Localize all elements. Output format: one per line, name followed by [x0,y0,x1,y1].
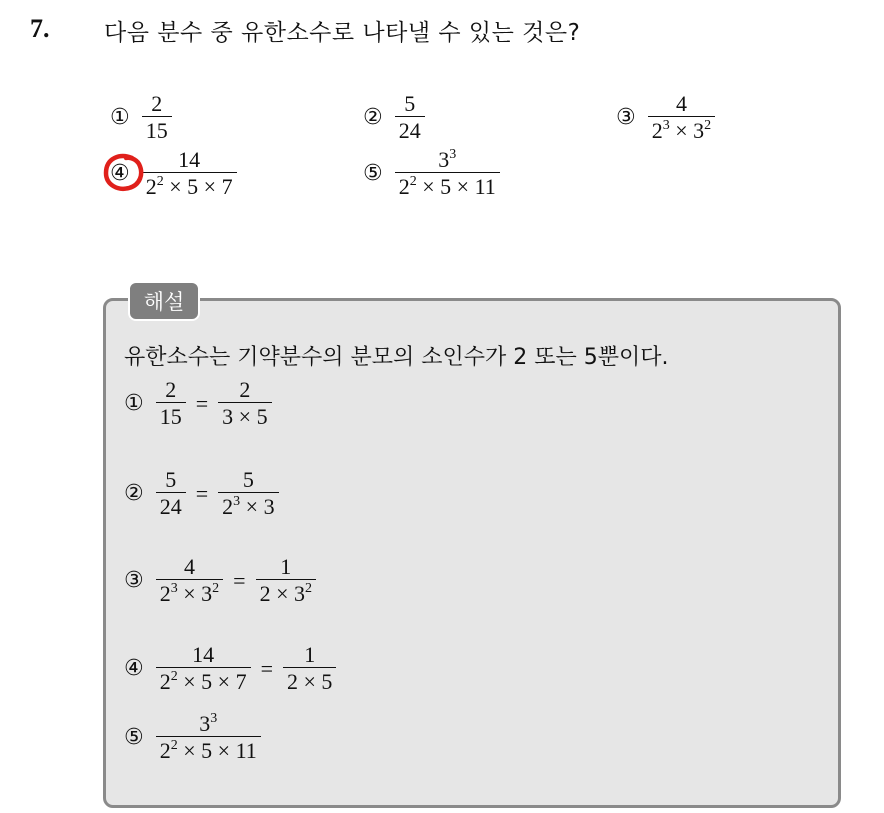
reduced-fraction [256,555,316,606]
numerator: 5 [242,467,254,492]
solution-line-3 [124,555,316,606]
numerator: 14 [192,642,215,667]
fraction [142,92,172,143]
choice-1[interactable] [110,92,172,143]
choice-label: ② [363,105,383,131]
fraction [395,92,425,143]
fraction [156,468,186,519]
equals-sign: = [195,390,209,416]
solution-label: ② [124,481,144,507]
denominator: $2^3 \times 3$ [218,492,278,519]
numerator: 5 [404,91,416,116]
numerator: 2 [239,377,251,402]
choice-3[interactable] [616,92,715,143]
denominator: $2 \times 3^2$ [256,579,316,606]
denominator: 15 [156,402,186,429]
reduced-fraction [218,378,271,429]
solution-intro: 유한소수는 기약분수의 분모의 소인수가 2 또는 5뿐이다. [124,345,669,370]
numerator: 5 [165,467,177,492]
solution-label: ④ [124,656,144,682]
numerator: 4 [183,554,195,579]
denominator: $2^2 \times 5 \times 11$ [156,736,261,763]
solution-line-5 [124,712,261,763]
numerator: 14 [178,147,201,172]
denominator: $2^3 \times 3^2$ [156,579,223,606]
equals-sign: = [260,655,273,681]
solution-line-2 [124,468,279,519]
fraction [156,712,261,763]
fraction [156,643,251,694]
denominator: 2 × 5 [283,667,336,694]
denominator: $2^2 \times 5 \times 7$ [156,667,251,694]
question-number: 7. [30,14,50,43]
solution-label: ③ [124,568,144,594]
denominator: 3 × 5 [218,402,271,429]
solution-tag: 해설 [128,281,200,321]
solution-label: ① [124,391,144,417]
denominator: 15 [142,116,172,143]
solution-line-1 [124,378,272,429]
numerator: $3^3$ [438,147,457,172]
denominator: 24 [395,116,425,143]
denominator: $2^2 \times 5 \times 11$ [395,172,500,199]
solution-label: ⑤ [124,725,144,751]
numerator: 1 [280,554,292,579]
reduced-fraction [218,468,278,519]
denominator: $2^2 \times 5 \times 7$ [142,172,237,199]
denominator: 24 [156,492,186,519]
choice-label: ④ [110,161,130,186]
equals-sign: = [195,480,209,506]
equals-sign: = [233,567,246,593]
solution-line-4 [124,643,336,694]
fraction [156,555,223,606]
choice-label: ⑤ [363,161,383,187]
choice-2[interactable] [363,92,425,143]
numerator: 1 [304,642,316,667]
numerator: 2 [165,377,177,402]
choice-label: ① [110,105,130,131]
choice-label: ③ [616,105,636,131]
fraction [142,148,237,199]
fraction [395,148,500,199]
fraction [648,92,715,143]
denominator: $2^3 \times 3^2$ [648,116,715,143]
numerator: $3^3$ [199,711,218,736]
choice-4[interactable] [110,148,237,199]
question-text: 다음 분수 중 유한소수로 나타낼 수 있는 것은? [104,20,581,46]
numerator: 2 [151,91,163,116]
fraction [156,378,186,429]
numerator: 4 [675,91,687,116]
choice-5[interactable] [363,148,500,199]
reduced-fraction [283,643,336,694]
